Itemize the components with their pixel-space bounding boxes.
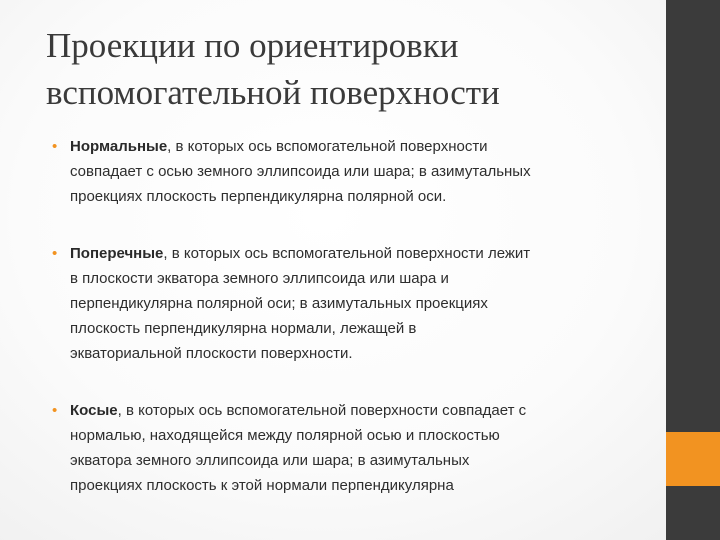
bullet-item-oblique bbox=[52, 398, 652, 498]
slide-title-line-2: вспомогательной поверхности bbox=[46, 73, 500, 112]
bullet-line: перпендикулярна полярной оси; в азимутальных проекциях bbox=[70, 295, 488, 312]
bullet-marker: • bbox=[52, 402, 58, 419]
bullet-term: Нормальные bbox=[70, 138, 168, 155]
bullet-first-line bbox=[70, 134, 652, 159]
bullet-line: нормалью, находящейся между полярной осью и плоскостью bbox=[70, 427, 500, 444]
bullet-term: Поперечные bbox=[70, 245, 164, 262]
slide-title-line-1: Проекции по ориентировки bbox=[46, 26, 459, 65]
bullet-item-transverse bbox=[52, 241, 652, 366]
bullet-first-line bbox=[70, 398, 652, 423]
bullet-marker: • bbox=[52, 245, 58, 262]
bullet-term: Косые bbox=[70, 402, 118, 419]
bullet-line: проекциях плоскость перпендикулярна полярной оси. bbox=[70, 188, 447, 205]
bullet-line: совпадает с осью земного эллипсоида или шара; в азимутальных bbox=[70, 163, 531, 180]
bullet-first-line-text: , в которых ось вспомогательной поверхности совпадает с bbox=[117, 402, 527, 419]
bullet-first-line bbox=[70, 241, 652, 266]
bullet-line: проекциях плоскость к этой нормали перпендикулярна bbox=[70, 477, 454, 494]
bullet-list bbox=[52, 134, 652, 498]
orange-accent-block bbox=[666, 432, 720, 486]
bullet-first-line-text: , в которых ось вспомогательной поверхности bbox=[167, 138, 488, 155]
bullet-line: экватора земного эллипсоида или шара; в азимутальных bbox=[70, 452, 470, 469]
bullet-first-line-text: , в которых ось вспомогательной поверхности лежит bbox=[163, 245, 531, 262]
bullet-line: плоскость перпендикулярна нормали, лежащей в bbox=[70, 320, 417, 337]
bullet-line: экваториальной плоскости поверхности. bbox=[70, 345, 353, 362]
bullet-marker: • bbox=[52, 138, 58, 155]
slide-title bbox=[46, 22, 656, 116]
bullet-item-normal bbox=[52, 134, 652, 209]
bullet-line: в плоскости экватора земного эллипсоида или шара и bbox=[70, 270, 449, 287]
